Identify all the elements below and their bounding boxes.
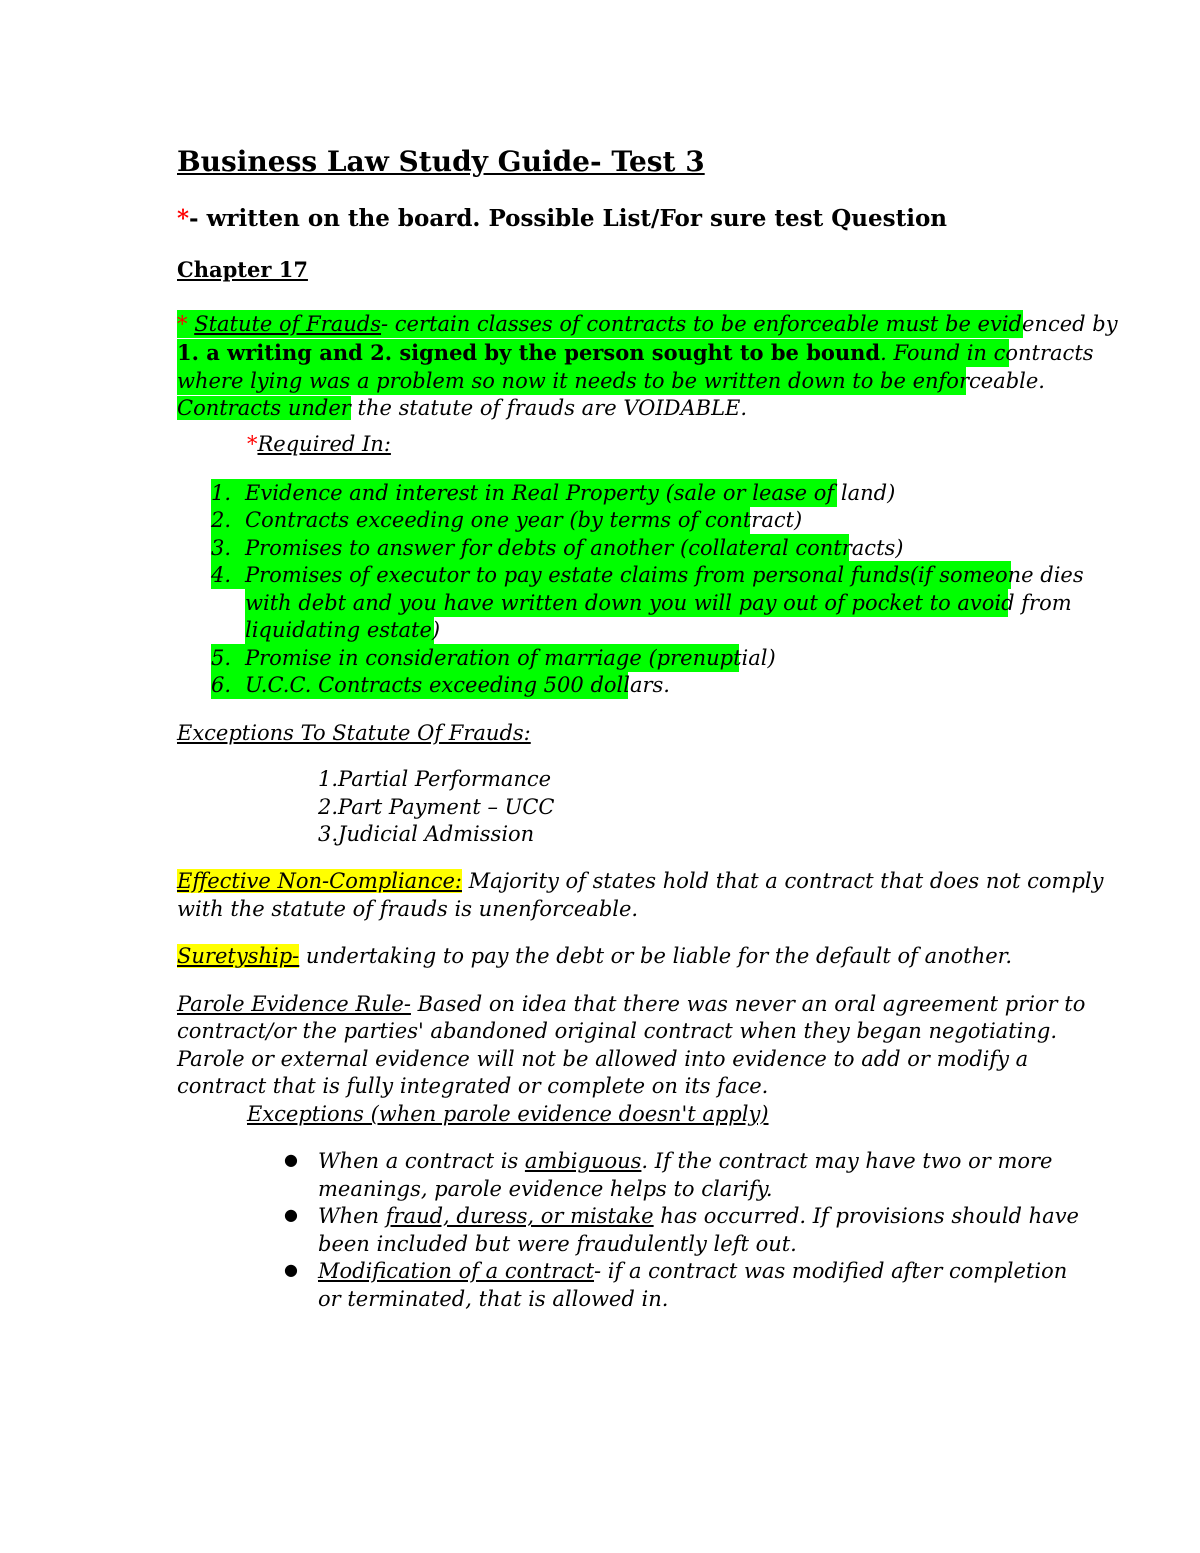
statute-line-1 (177, 310, 1118, 338)
required-item-6: 6. U.C.C. Contracts exceeding 500 dollars. (211, 673, 670, 697)
document-title: Business Law Study Guide- Test 3 (177, 145, 705, 178)
legend-text: - written on the board. Possible List/For sure test Question (189, 205, 948, 232)
required-item-2: 2. Contracts exceeding one year (by terms of contract) (211, 508, 803, 532)
parole-bullet-3: Modification of a contract- if a contract was modified after completion (318, 1259, 1068, 1283)
statute-line-2 (177, 339, 1094, 367)
chapter-heading: Chapter 17 (177, 257, 308, 282)
statute-def-2: . Found in contracts (880, 341, 1094, 365)
parole-text-1: Based on idea that there was never an oral agreement prior to (410, 992, 1086, 1016)
parole-exceptions-heading: Exceptions (when parole evidence doesn't apply) (247, 1102, 769, 1126)
exceptions-heading: Exceptions To Statute Of Frauds: (177, 721, 531, 745)
parole-line-3: Parole or external evidence will not be allowed into evidence to add or modify a (177, 1047, 1029, 1071)
parole-bullet-2-cont: been included but were fraudulently left out. (318, 1232, 797, 1256)
required-item-4-cont-1: with debt and you have written down you will pay out of pocket to avoid from (245, 591, 1072, 615)
parole-line-1 (177, 990, 1085, 1018)
required-item-4: 4. Promises of executor to pay estate claims from personal funds(if someone dies (211, 563, 1084, 587)
legend-line (177, 204, 947, 234)
required-item-3: 3. Promises to answer for debts of another (collateral contracts) (211, 536, 904, 560)
statute-def-1: - certain classes of contracts to be enforceable must be evidenced by (381, 312, 1118, 336)
required-marker: * (247, 432, 258, 456)
suretyship-line (177, 942, 1012, 970)
parole-bullet-1: When a contract is ambiguous. If the contract may have two or more (318, 1149, 1053, 1173)
bullet-icon: ● (284, 1260, 298, 1279)
exception-item-3: 3.Judicial Admission (318, 822, 535, 846)
bullet-icon: ● (284, 1150, 298, 1169)
noncompliance-text-1: Majority of states hold that a contract that does not comply (461, 869, 1104, 893)
bullet-icon: ● (284, 1205, 298, 1224)
required-label: Required In: (257, 432, 391, 456)
required-item-1: 1. Evidence and interest in Real Property (sale or lease of land) (211, 481, 896, 505)
statute-line-4 (177, 394, 747, 422)
legend-marker: * (177, 205, 190, 232)
statute-bold: 1. a writing and 2. signed by the person sought to be bound (177, 340, 881, 365)
exception-item-1: 1.Partial Performance (318, 767, 552, 791)
parole-bullet-3-cont: or terminated, that is allowed in. (318, 1287, 669, 1311)
statute-def-4b: the statute of frauds are VOIDABLE. (350, 396, 748, 420)
statute-def-4a: Contracts under (177, 396, 351, 420)
exception-item-2: 2.Part Payment – UCC (318, 795, 555, 819)
parole-term: Parole Evidence Rule- (177, 992, 411, 1016)
noncompliance-line-2: with the statute of frauds is unenforceable. (177, 897, 639, 921)
noncompliance-term: Effective Non-Compliance: (177, 869, 462, 893)
suretyship-text: undertaking to pay the debt or be liable for the default of another. (299, 944, 1013, 968)
parole-bullet-1-cont: meanings, parole evidence helps to clarify. (318, 1177, 773, 1201)
statute-term: Statute of Frauds (194, 312, 382, 336)
noncompliance-line-1 (177, 867, 1103, 895)
statute-line-3: where lying was a problem so now it needs to be written down to be enforceable. (177, 369, 1045, 393)
parole-line-4: contract that is fully integrated or complete on its face. (177, 1074, 769, 1098)
statute-marker: * (177, 312, 188, 336)
suretyship-term: Suretyship- (177, 944, 300, 968)
required-item-5: 5. Promise in consideration of marriage (prenuptial) (211, 646, 776, 670)
parole-bullet-2: When fraud, duress, or mistake has occurred. If provisions should have (318, 1204, 1079, 1228)
parole-line-2: contract/or the parties' abandoned original contract when they began negotiating. (177, 1019, 1058, 1043)
required-item-4-cont-2: liquidating estate) (245, 618, 441, 642)
required-in-heading (247, 430, 391, 458)
